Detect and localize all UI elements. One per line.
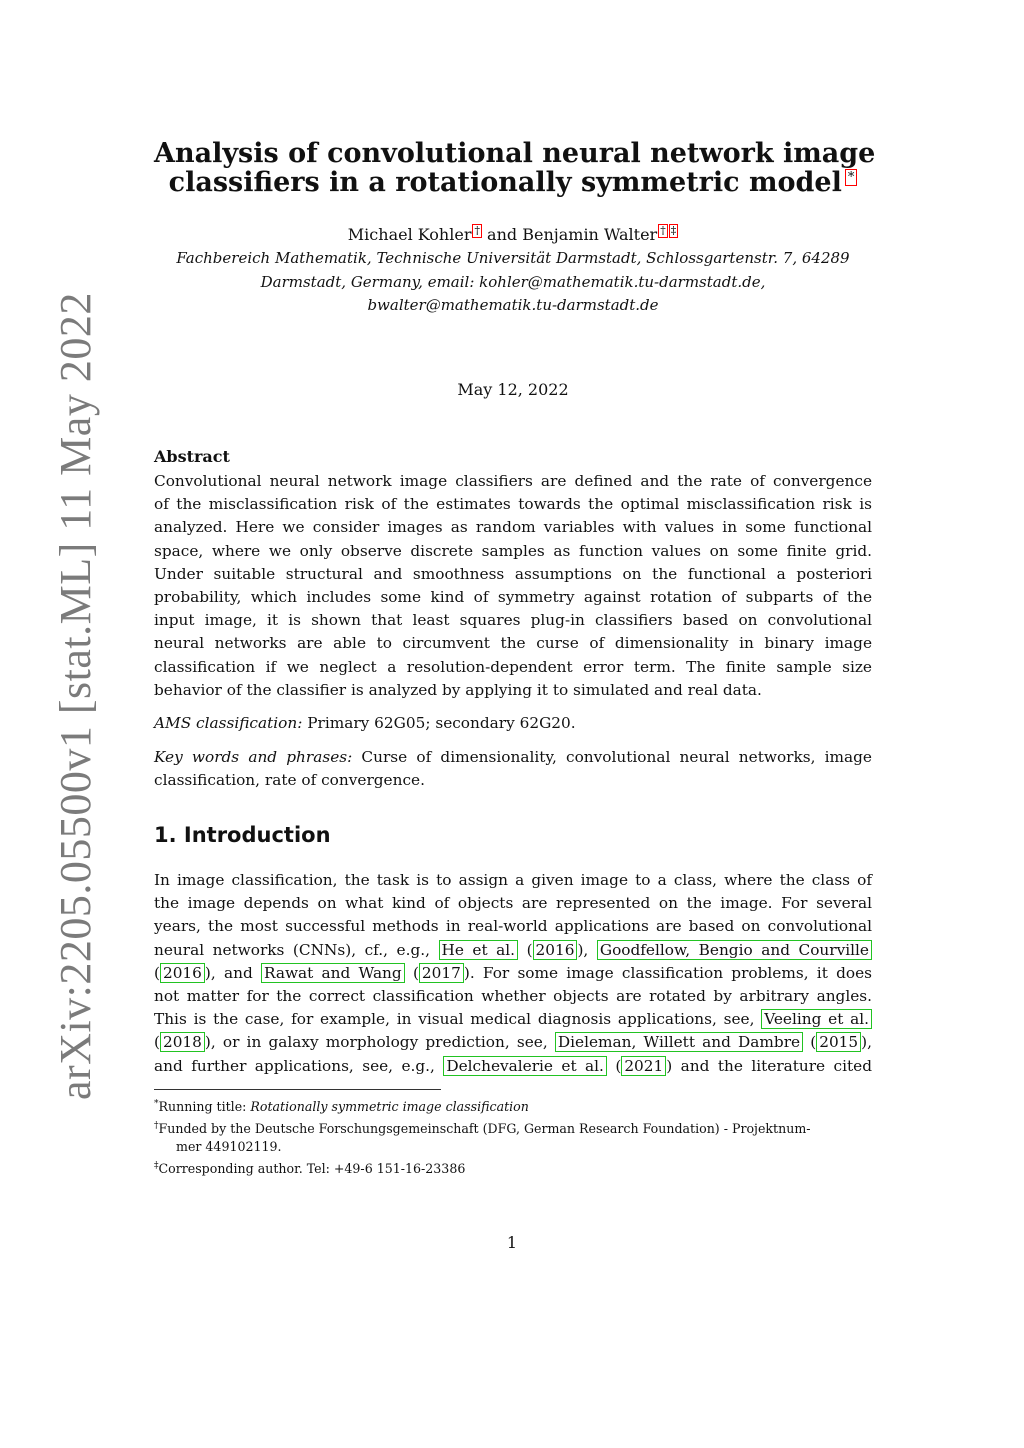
abstract-line: probability, which includes some kind of symmetry against rotation of subparts of the [154,588,872,607]
citation-link[interactable]: Delchevalerie et al. [443,1056,607,1076]
abstract-line: space, where we only observe discrete samples as function values on some finite grid. [154,541,872,560]
author-footnote-link[interactable]: ‡ [670,224,677,237]
citation-link[interactable]: Veeling et al. [761,1009,872,1029]
citation-year-link[interactable]: 2018 [160,1032,205,1052]
affiliation-line: Fachbereich Mathematik, Technische Universität Darmstadt, Schlossgartenstr. 7, 64289 [176,249,850,267]
arxiv-identifier-stamp: arXiv:2205.05500v1 [stat.ML] 11 May 2022 [51,292,100,1100]
footnote-running-title: *Running title: Rotationally symmetric image classification [154,1099,529,1115]
citation-year-link[interactable]: 2016 [533,940,578,960]
citation-year-link[interactable]: 2021 [621,1056,666,1076]
abstract-line: behavior of the classifier is analyzed by applying it to simulated and real data. [154,680,762,699]
citation-link[interactable]: Rawat and Wang [261,963,405,983]
abstract-line: Convolutional neural network image classifiers are defined and the rate of convergence [154,472,872,490]
keywords-label: Key words and phrases: [154,748,353,766]
citation-link[interactable]: He et al. [439,940,519,960]
introduction-paragraph: In image classification, the task is to assign a given image to a class, where the class of the image depends on what kind of objects are represented on the image. For several years, the most successful methods in real-world applications are based on convolutional neural networks (CNNs), cf., e.g., He et al. ( 2016 ), Goodfellow, Bengio and Courville ( 2016 ), and Rawat and Wang ( 2017 ). For some image classification problems, it does not matter for the correct classification whether objects are rotated by arbitrary angles. This is the case, for example, in visual medical diagnosis applications, see, Veeling et al. ( 2018 ), or in galaxy morphology prediction, see, Dieleman, Willett and Dambre ( 2015 ), and further applications, see, e.g., Delchevalerie et al. ( 2021 ) and the literature cited [154,871,872,1075]
citation-link[interactable]: Goodfellow, Bengio and Courville [597,940,872,960]
citation-year-link[interactable]: 2015 [816,1032,861,1052]
abstract-line: of the misclassification risk of the estimates towards the optimal misclassification risk is [154,495,872,514]
title-line-1: Analysis of convolutional neural network image [154,138,876,169]
abstract-line: Under suitable structural and smoothness assumptions on the functional a posteriori [154,564,872,583]
paper-title [154,138,876,198]
section-heading-introduction: 1. Introduction [154,823,331,847]
author-list: Michael Kohler † and Benjamin Walter † ‡ [347,224,677,244]
footnote-funding-continued: mer 449102119. [176,1139,282,1155]
author-name: Benjamin Walter [522,225,658,244]
footnote-corresponding-author: ‡Corresponding author. Tel: +49-6 151-16-23386 [154,1160,466,1177]
title-line-2: classifiers in a rotationally symmetric model * [154,168,872,197]
citation-link[interactable]: Dieleman, Willett and Dambre [555,1032,803,1052]
author-name: Michael Kohler [347,225,472,244]
abstract-line: input image, it is shown that least squares plug-in classifiers based on convolutional [154,611,872,630]
footnote-divider [154,1089,441,1090]
ams-label: AMS classification: [154,714,303,732]
title-footnote-link[interactable]: * [845,169,858,186]
ams-text: Primary 62G05; secondary 62G20. [302,714,576,732]
abstract-body [154,470,872,702]
ams-classification [154,712,872,735]
abstract-line: classification if we neglect a resolution-dependent error term. The finite sample size [154,657,872,676]
footnote-funding: †Funded by the Deutsche Forschungsgemeinschaft (DFG, German Research Foundation) - Projektnum- [154,1120,811,1136]
author-footnote-link[interactable]: † [474,224,480,237]
paper-date: May 12, 2022 [457,380,569,399]
abstract-line: neural networks are able to circumvent the curse of dimensionality in binary image [154,634,872,653]
footnotes [154,1095,872,1179]
citation-year-link[interactable]: 2016 [160,963,205,983]
citation-year-link[interactable]: 2017 [419,963,464,983]
page-number: 1 [506,1233,518,1252]
affiliation [154,247,872,318]
abstract-heading: Abstract [154,447,230,466]
abstract-line: analyzed. Here we consider images as random variables with values in some functional [154,518,872,537]
author-footnote-link[interactable]: † [660,224,666,237]
affiliation-line: Darmstadt, Germany, email: kohler@mathematik.tu-darmstadt.de, [260,272,766,291]
keywords: Key words and phrases: Curse of dimensionality, convolutional neural networks, image classification, rate of convergence. [154,748,872,790]
affiliation-line: bwalter@mathematik.tu-darmstadt.de [367,296,659,314]
